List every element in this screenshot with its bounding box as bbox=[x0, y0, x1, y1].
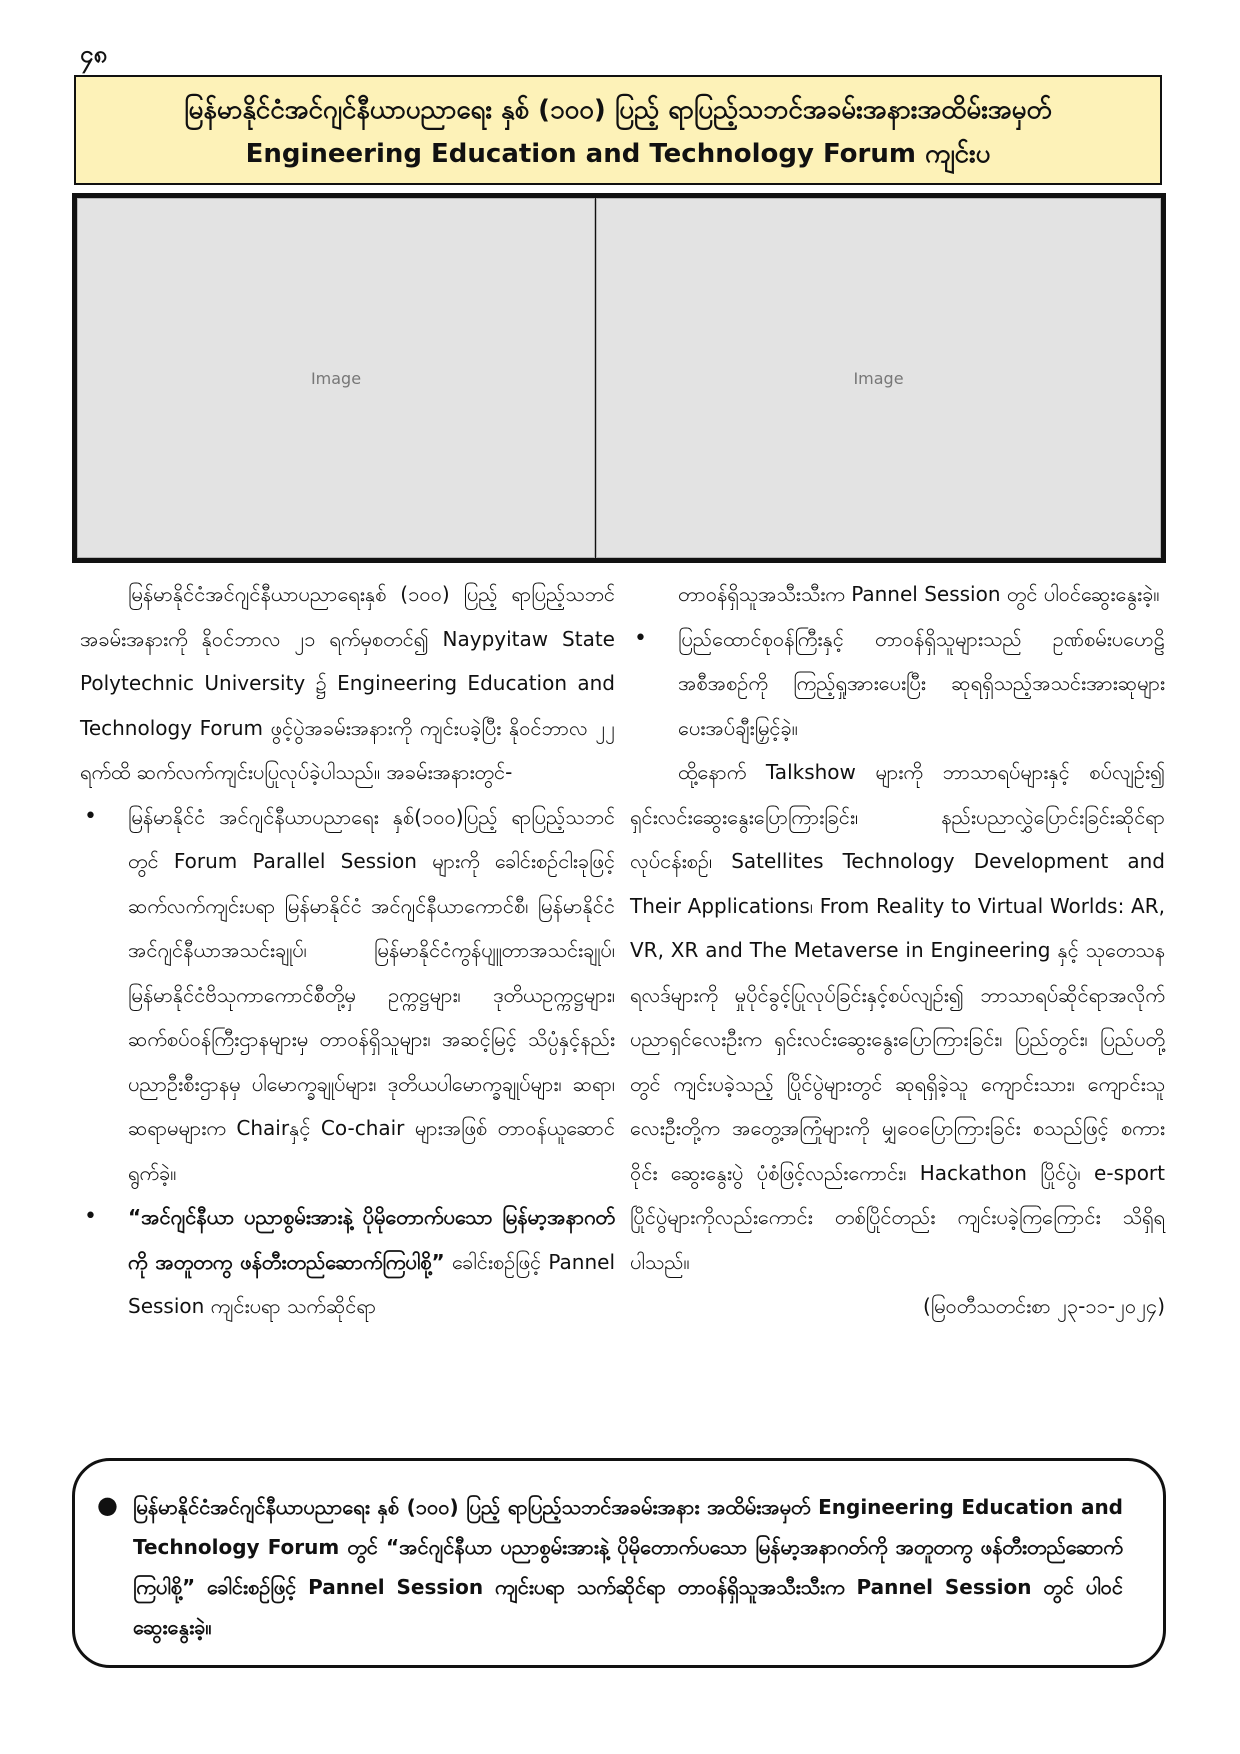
headline-line-1: မြန်မာနိုင်ငံအင်ဂျင်နီယာပညာရေး နှစ် (၁၀၀) ပြည့် ရာပြည့်သဘင်အခမ်းအနားအထိမ်းအမှတ် bbox=[184, 95, 1052, 125]
article-column-right bbox=[630, 572, 1165, 1329]
headline-box bbox=[74, 75, 1162, 185]
bullet-dot-icon: • bbox=[84, 1204, 97, 1229]
bullet-item-1 bbox=[80, 795, 615, 1196]
bullet-text-2-continued: တာဝန်ရှိသူအသီးသီးက Pannel Session တွင် ပါဝင်ဆွေးနွေးခဲ့။ bbox=[678, 582, 1160, 606]
caption-bullet-icon: ● bbox=[97, 1491, 118, 1519]
photo-panel-stage bbox=[77, 198, 595, 558]
bullet-text-1: မြန်မာနိုင်ငံ အင်ဂျင်နီယာပညာရေး နှစ်(၁၀၀)ပြည့် ရာပြည့်သဘင်တွင် Forum Parallel Session များကို ခေါင်းစဉ်ငါးခုဖြင့် ဆက်လက်ကျင်းပရာ မြန်မာနိုင်ငံ အင်ဂျင်နီယာကောင်စီ၊ မြန်မာနိုင်ငံ အင်ဂျင်နီယာအသင်းချုပ်၊ မြန်မာနိုင်ငံကွန်ပျူတာအသင်းချုပ်၊ မြန်မာနိုင်ငံဗိသုကာကောင်စီတို့မှ ဥက္ကဋ္ဌများ၊ ဒုတိယဥက္ကဋ္ဌများ၊ ဆက်စပ်ဝန်ကြီးဌာနများမှ တာဝန်ရှိသူများ၊ အဆင့်မြင့် သိပ္ပံနှင့်နည်းပညာဦးစီးဌာနမှ ပါမောက္ခချုပ်များ၊ ဒုတိယပါမောက္ခချုပ်များ၊ ဆရာ၊ ဆရာမများက Chairနှင့် Co-chair များအဖြစ် တာဝန်ယူဆောင်ရွက်ခဲ့။ bbox=[128, 804, 615, 1185]
photo-placeholder-label-right: Image bbox=[853, 368, 904, 388]
article-closing: ထို့နောက် Talkshow များကို ဘာသာရပ်များနှင့် စပ်လျဉ်း၍ ရှင်းလင်းဆွေးနွေးပြောကြားခြင်း၊ နည်းပညာလွှဲပြောင်းခြင်းဆိုင်ရာ လုပ်ငန်းစဉ်၊ Satellites Technology Development and Their Applications၊ From Reality to Virtual Worlds: AR, VR, XR and The Metaverse in Engineering နှင့် သုတေသနရလဒ်များကို မှုပိုင်ခွင့်ပြုလုပ်ခြင်းနှင့်စပ်လျဉ်း၍ ဘာသာရပ်ဆိုင်ရာအလိုက် ပညာရှင်လေးဦးက ရှင်းလင်းဆွေးနွေးပြောကြားခြင်း၊ ပြည်တွင်း၊ ပြည်ပတို့တွင် ကျင်းပခဲ့သည့် ပြိုင်ပွဲများတွင် ဆုရရှိခဲ့သူ ကျောင်းသား၊ ကျောင်းသူလေးဦးတို့က အတွေ့အကြုံများကို မျှဝေပြောကြားခြင်း စသည်ဖြင့် စကားဝိုင်း ဆွေးနွေးပွဲ ပုံစံဖြင့်လည်းကောင်း၊ Hackathon ပြိုင်ပွဲ၊ e-sport ပြိုင်ပွဲများကိုလည်းကောင်း တစ်ပြိုင်တည်း ကျင်းပခဲ့ကြကြောင်း သိရှိရပါသည်။ bbox=[630, 760, 1165, 1274]
bullet-dot-icon: • bbox=[84, 803, 97, 829]
article-source: (မြဝတီသတင်းစာ ၂၃-၁၁-၂၀၂၄) bbox=[922, 1294, 1165, 1318]
article-intro: မြန်မာနိုင်ငံအင်ဂျင်နီယာပညာရေးနှစ် (၁၀၀) ပြည့် ရာပြည့်သဘင်အခမ်းအနားကို နိုဝင်ဘာလ ၂၁ ရက်မှစတင်၍ Naypyitaw State Polytechnic University ၌ Engineering Education and Technology Forum ဖွင့်ပွဲအခမ်းအနားကို ကျင်းပခဲ့ပြီး နိုဝင်ဘာလ ၂၂ ရက်ထိ ဆက်လက်ကျင်းပပြုလုပ်ခဲ့ပါသည်။ အခမ်းအနားတွင်- bbox=[80, 582, 615, 784]
bullet-dot-icon: • bbox=[634, 625, 647, 651]
page-number: ၄၈ bbox=[80, 40, 108, 68]
bullet-text-2-start: ခေါင်းစဉ်ဖြင့် Pannel Session ကျင်းပရာ သက်ဆိုင်ရာ bbox=[128, 1249, 615, 1318]
photo-caption-box bbox=[72, 1458, 1166, 1668]
headline-line-2: Engineering Education and Technology Forum ကျင်းပ bbox=[245, 139, 991, 169]
bullet-item-3 bbox=[630, 617, 1165, 751]
photo-audience bbox=[596, 198, 1161, 558]
bullet-text-3: ပြည်ထောင်စုဝန်ကြီးနှင့် တာဝန်ရှိသူများသည် ဥဏ်စမ်းပဟေဠိ အစီအစဉ်ကို ကြည့်ရှုအားပေးပြီး ဆုရရှိသည့်အသင်းအားဆုများ ပေးအပ်ချီးမြှင့်ခဲ့။ bbox=[678, 626, 1165, 740]
photo-caption-text: မြန်မာနိုင်ငံအင်ဂျင်နီယာပညာရေး နှစ် (၁၀၀) ပြည့် ရာပြည့်သဘင်အခမ်းအနား အထိမ်းအမှတ် Engineering Education and Technology Forum တွင် “အင်ဂျင်နီယာ ပညာစွမ်းအားနဲ့ ပိုမိုတောက်ပသော မြန်မာ့အနာဂတ်ကို အတူတကွ ဖန်တီးတည်ဆောက်ကြပါစို့” ခေါင်းစဉ်ဖြင့် Pannel Session ကျင်းပရာ သက်ဆိုင်ရာ တာဝန်ရှိသူအသီးသီးက Pannel Session တွင် ပါဝင်ဆွေးနွေးခဲ့။ bbox=[133, 1495, 1123, 1639]
bullet-item-2 bbox=[80, 1195, 615, 1329]
bullet-quote-2: “အင်ဂျင်နီယာ ပညာစွမ်းအားနဲ့ ပိုမိုတောက်ပသော မြန်မာ့အနာဂတ်ကို အတူတကွ ဖန်တီးတည်ဆောက်ကြပါစို့” bbox=[128, 1205, 615, 1274]
article-column-left bbox=[80, 572, 615, 1329]
photo-frame bbox=[72, 193, 1166, 563]
photo-placeholder-label-left: Image bbox=[310, 368, 362, 388]
